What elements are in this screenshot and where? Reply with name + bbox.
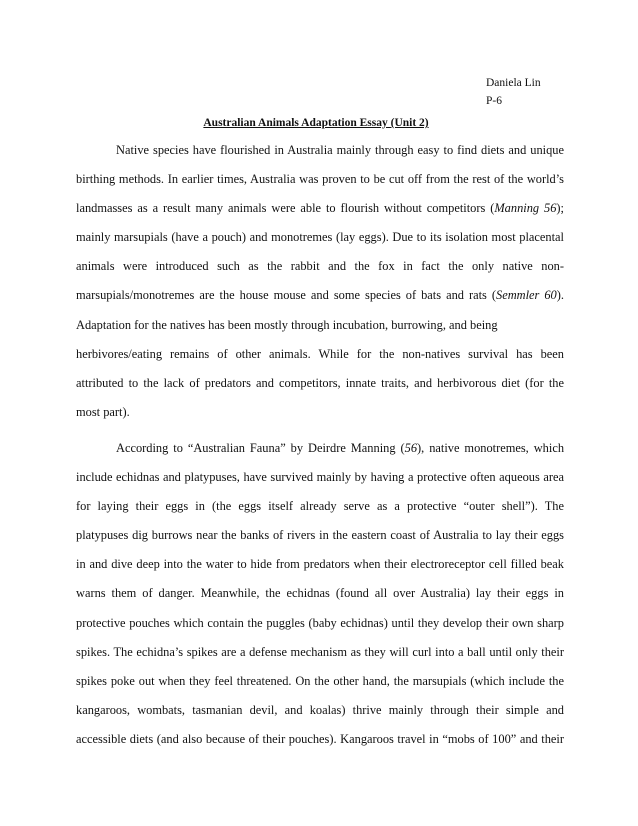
line-text: According to “Australian Fauna” by Deirdre Manning ( [116, 441, 405, 455]
line-text: marsupials/monotremes are the house mouse and some species of bats and rats ( [76, 288, 496, 303]
paragraph-line: mainly marsupials (have a pouch) and monotremes (lay eggs). Due to its isolation most placental [76, 230, 564, 245]
paragraph-line [76, 434, 564, 463]
line-text: landmasses as a result many animals were able to flourish without competitors ( [76, 201, 495, 216]
paragraph-line: Adaptation for the natives has been mostly through incubation, burrowing, and being [76, 317, 498, 332]
line-text: ), native monotremes, which [417, 441, 565, 455]
paragraph-line: platypuses dig burrows near the banks of rivers in the eastern coast of Australia to lay their eggs [76, 528, 564, 543]
citation: 56 [404, 441, 418, 455]
paragraph-line: spikes. The echidna’s spikes are a defense mechanism as they will curl into a ball until only their [76, 644, 564, 659]
paragraph-line [76, 281, 564, 310]
paragraph-line: protective pouches which contain the puggles (baby echidnas) until they develop their own sharp [76, 615, 564, 630]
paragraph-line: accessible diets (and also because of their pouches). Kangaroos travel in “mobs of 100” and their [76, 731, 564, 746]
paragraph-line: herbivores/eating remains of other animals. While for the non-natives survival has been [76, 346, 564, 361]
line-text: ). [556, 288, 564, 303]
student-header [486, 74, 541, 110]
paragraph-line [76, 194, 564, 223]
author-name: Daniela Lin [486, 77, 541, 89]
citation: Manning 56 [494, 201, 557, 216]
paragraph-line: attributed to the lack of predators and competitors, innate traits, and herbivorous diet (for the [76, 375, 564, 390]
paragraph-line: birthing methods. In earlier times, Australia was proven to be cut off from the rest of the world’s [76, 172, 564, 187]
paragraph-line: in and dive deep into the water to hide from predators when their electroreceptor cell filled beak [76, 557, 564, 572]
paragraph-line: include echidnas and platypuses, have survived mainly by having a protective often aqueous area [76, 470, 564, 485]
paragraph-line: Native species have flourished in Australia mainly through easy to find diets and unique [116, 143, 564, 157]
paragraph-line: warns them of danger. Meanwhile, the echidnas (found all over Australia) lay their eggs in [76, 586, 564, 601]
essay-title-text: Australian Animals Adaptation Essay (Unit 2) [203, 117, 429, 129]
paragraph-2 [76, 434, 564, 754]
line-text: ); [556, 201, 564, 216]
paragraph-line: spikes poke out when they feel threatened. On the other hand, the marsupials (which include the [76, 673, 564, 688]
paragraph-1 [76, 136, 564, 427]
essay-title [0, 117, 638, 129]
paragraph-line: most part). [76, 404, 130, 419]
paragraph-line: for laying their eggs in (the eggs itself already serve as a protective “outer shell”). The [76, 499, 564, 514]
paragraph-line: kangaroos, wombats, tasmanian devil, and koalas) thrive mainly through their simple and [76, 702, 564, 717]
class-period: P-6 [486, 95, 502, 107]
citation: Semmler 60 [496, 288, 557, 303]
paragraph-line: animals were introduced such as the rabbit and the fox in fact the only native non- [76, 259, 564, 274]
